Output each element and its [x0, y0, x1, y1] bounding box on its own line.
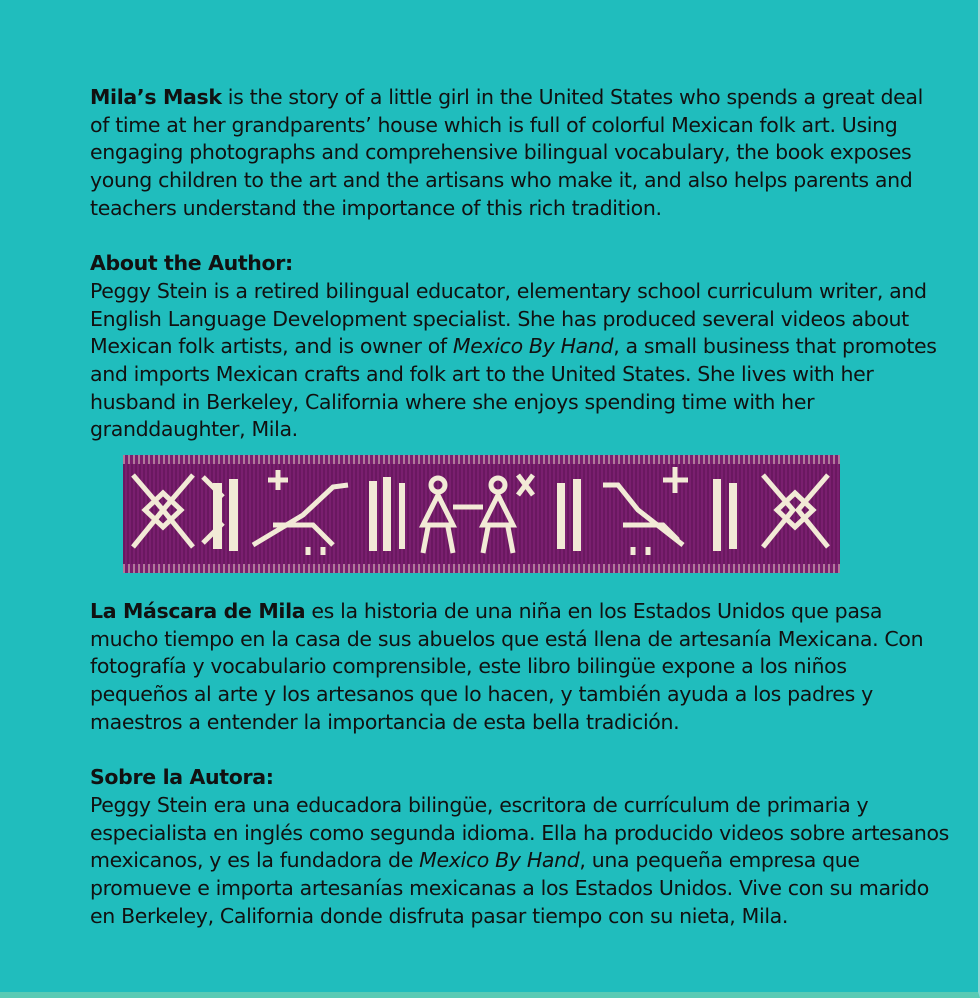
english-intro-paragraph	[90, 84, 940, 223]
spanish-book-title: La Máscara de Mila	[90, 599, 306, 623]
spanish-author-text-1: Peggy Stein era una educadora bilingüe, escritora de currículum de primaria y especialista en inglés como segunda idioma. Ella ha producido videos sobre artesanos mexicanos, y es la fundadora de	[90, 792, 949, 873]
english-business-name: Mexico By Hand	[452, 334, 614, 359]
spanish-author-paragraph	[90, 792, 950, 931]
woven-textile-image	[123, 455, 840, 573]
spanish-author-text-2: , una pequeña empresa que promueve e importa artesanías mexicanas a los Estados Unidos. Vive con su marido en Berkeley, California donde disfruta pasar tiempo con su nieta, Mila.	[90, 848, 929, 928]
spanish-section	[90, 598, 950, 930]
spanish-business-name: Mexico By Hand	[419, 848, 580, 873]
spanish-intro-text: es la historia de una niña en los Estados Unidos que pasa mucho tiempo en la casa de sus abuelos que está llena de artesanía Mexicana. Con fotografía y vocabulario comprensible, este libro bilingüe expone a los niños pequeños al arte y los artesanos que lo hacen, y también ayuda a los padres y maestros a entender la importancia de esta bella tradición.	[90, 599, 924, 734]
english-section	[90, 84, 940, 444]
spanish-intro-paragraph	[90, 598, 950, 737]
english-author-text-1: Peggy Stein is a retired bilingual educator, elementary school curriculum writer, and English Language Development specialist. She has produced several videos about Mexican folk artists, and is owner of	[90, 278, 927, 359]
spanish-author-heading: Sobre la Autora:	[90, 765, 274, 790]
english-author-heading: About the Author:	[90, 251, 293, 276]
english-author-paragraph	[90, 278, 940, 444]
english-book-title: Mila’s Mask	[90, 85, 222, 109]
woven-textile-band	[123, 455, 840, 573]
english-author-text-2: , a small business that promotes and imports Mexican crafts and folk art to the United States. She lives with her husband in Berkeley, California where she enjoys spending time with her granddaughter, Mila.	[90, 334, 937, 442]
english-intro-text: is the story of a little girl in the United States who spends a great deal of time at her grandparents’ house which is full of colorful Mexican folk art. Using engaging photographs and comprehensive bilingual vocabulary, the book exposes young children to the art and the artisans who make it, and also helps parents and teachers understand the importance of this rich tradition.	[90, 85, 923, 220]
bars-motif-2	[369, 477, 405, 551]
